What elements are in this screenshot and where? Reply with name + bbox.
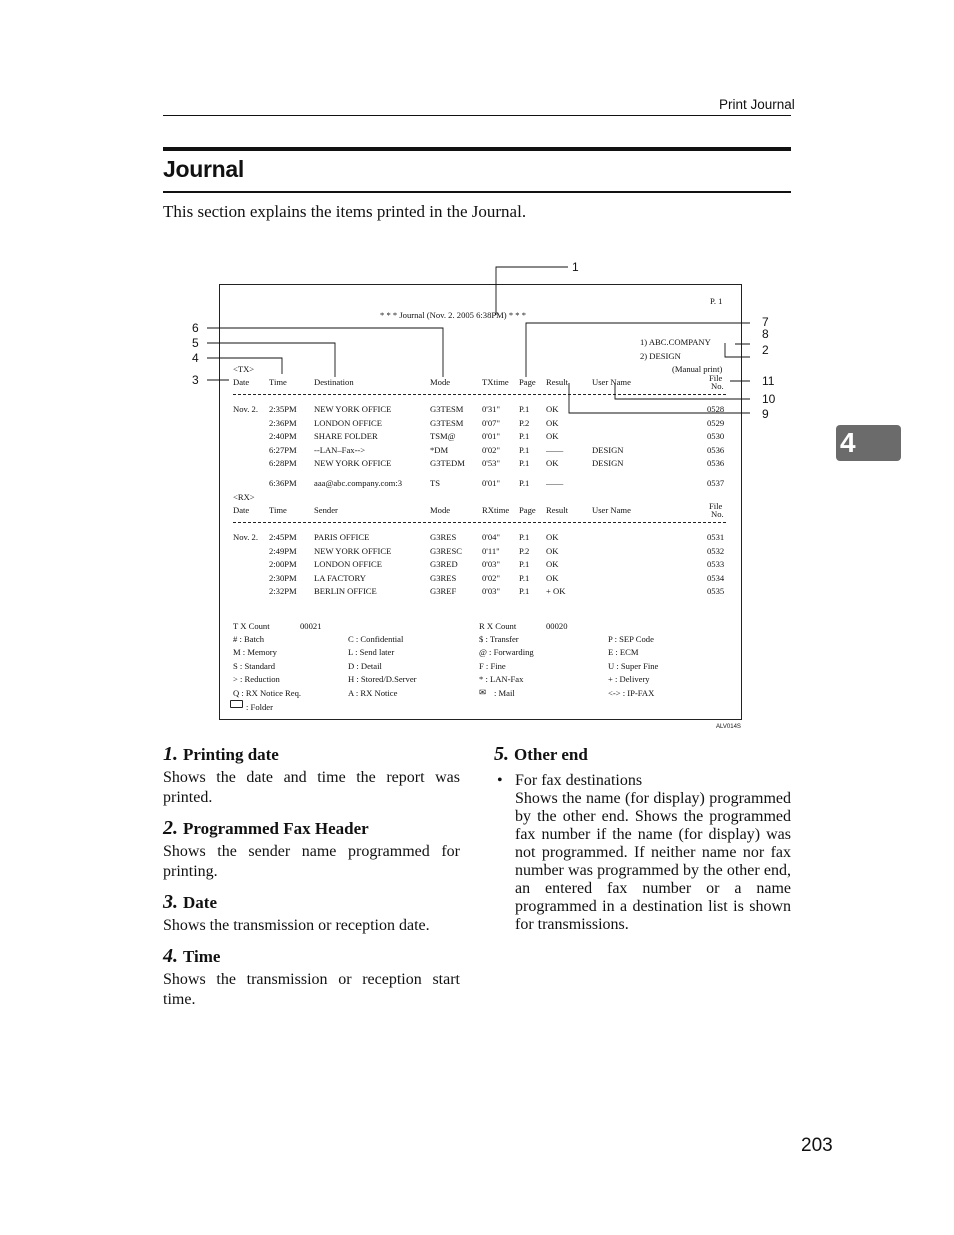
- item-1-heading: [163, 743, 460, 766]
- legend-2-0: S : Standard: [233, 661, 276, 671]
- tx-label: <TX>: [233, 364, 255, 374]
- tx-row-2-c1: 2:40PM: [269, 431, 297, 441]
- rx-row-4-c3: G3REF: [430, 586, 457, 596]
- rx-row-3-c6: OK: [546, 573, 559, 583]
- rx-col-no: No.: [711, 509, 724, 519]
- tx-row-0-file: 0528: [707, 404, 725, 414]
- rx-col-1: Time: [269, 505, 287, 515]
- rx-col-7: User Name: [592, 505, 631, 515]
- rx-row-3-c1: 2:30PM: [269, 573, 297, 583]
- legend-4-3: <-> : IP-FAX: [608, 688, 655, 698]
- tx-row-2-c6: OK: [546, 431, 559, 441]
- tx-col-file: File: [709, 373, 723, 383]
- item-3-number: 3.: [163, 891, 178, 913]
- tx-count: 00021: [300, 621, 322, 631]
- callout-9: 9: [762, 407, 769, 421]
- page-number: 203: [801, 1135, 833, 1156]
- rx-row-0-c2: PARIS OFFICE: [314, 532, 370, 542]
- item-2-title: Programmed Fax Header: [183, 819, 369, 838]
- item-4-title: Time: [183, 947, 221, 966]
- tx-row-0-c5: P.1: [519, 404, 530, 414]
- legend-2-1: D : Detail: [348, 661, 382, 671]
- tx-row-4-c6: OK: [546, 458, 559, 468]
- callout-leaders: [190, 258, 750, 736]
- legend-1-3: E : ECM: [608, 647, 639, 657]
- tx-row-3-c5: P.1: [519, 445, 530, 455]
- rx-row-3-file: 0534: [707, 573, 725, 583]
- tx-row-1-c3: G3TESM: [430, 418, 464, 428]
- rx-row-1-c2: NEW YORK OFFICE: [314, 546, 392, 556]
- rx-row-1-c3: G3RESC: [430, 546, 462, 556]
- tx-row-4-c7: DESIGN: [592, 458, 624, 468]
- callout-5: 5: [192, 336, 199, 350]
- rx-col-2: Sender: [314, 505, 338, 515]
- legend-3-0: > : Reduction: [233, 674, 280, 684]
- tx-col-1: Time: [269, 377, 287, 387]
- mail-icon: ✉: [479, 687, 487, 697]
- tx-row-0-c4: 0'31": [482, 404, 500, 414]
- rx-col-5: Page: [519, 505, 536, 515]
- tx-row-0-c0: Nov. 2.: [233, 404, 258, 414]
- tx-col-5: Page: [519, 377, 536, 387]
- tx-row-1-c1: 2:36PM: [269, 418, 297, 428]
- tx-row-4-file: 0536: [707, 458, 725, 468]
- rx-col-4: RXtime: [482, 505, 510, 515]
- rx-row-1-c1: 2:49PM: [269, 546, 297, 556]
- tx-row-5-c1: 6:36PM: [269, 478, 297, 488]
- rx-row-3-c4: 0'02": [482, 573, 500, 583]
- legend-1-1: L : Send later: [348, 647, 395, 657]
- tx-col-2: Destination: [314, 377, 354, 387]
- callout-3: 3: [192, 373, 199, 387]
- report-page-label: P. 1: [710, 296, 723, 306]
- callout-2: 2: [762, 343, 769, 357]
- tx-row-5-c6: ——: [546, 478, 564, 488]
- section-rule: [163, 191, 791, 193]
- rx-col-6: Result: [546, 505, 568, 515]
- tx-row-2-c2: SHARE FOLDER: [314, 431, 378, 441]
- legend-3-1: H : Stored/D.Server: [348, 674, 417, 684]
- running-header: Print Journal: [719, 97, 795, 112]
- report-header-line-2: 2) DESIGN: [640, 351, 681, 361]
- legend-1-2: @ : Forwarding: [479, 647, 534, 657]
- tx-row-0-c1: 2:35PM: [269, 404, 297, 414]
- rx-row-0-c1: 2:45PM: [269, 532, 297, 542]
- callout-4: 4: [192, 351, 199, 365]
- tx-row-3-c7: DESIGN: [592, 445, 624, 455]
- item-4-heading: [163, 945, 460, 968]
- item-5-heading: [494, 743, 791, 766]
- journal-figure: [190, 258, 776, 736]
- legend-5-0: : Folder: [246, 702, 273, 712]
- tx-row-4-c3: G3TEDM: [430, 458, 465, 468]
- rx-row-4-c2: BERLIN OFFICE: [314, 586, 377, 596]
- tx-row-1-c4: 0'07": [482, 418, 500, 428]
- tx-row-1-file: 0529: [707, 418, 725, 428]
- item-2-body: Shows the sender name programmed for printing.: [163, 843, 460, 880]
- tx-row-5-c3: TS: [430, 478, 441, 488]
- tx-row-4-c5: P.1: [519, 458, 530, 468]
- rx-row-2-c5: P.1: [519, 559, 530, 569]
- callout-1: 1: [572, 260, 579, 274]
- tx-row-3-c2: --LAN–Fax-->: [314, 445, 366, 455]
- tx-row-5-c2: aaa@abc.company.com:3: [314, 478, 403, 488]
- tx-count-label: T X Count: [233, 621, 270, 631]
- tx-col-3: Mode: [430, 377, 451, 387]
- callout-6: 6: [192, 321, 199, 335]
- report-header-line-1: 1) ABC.COMPANY: [640, 337, 711, 347]
- rx-count: 00020: [546, 621, 568, 631]
- tx-row-2-c3: TSM@: [430, 431, 456, 441]
- rx-label: <RX>: [233, 492, 255, 502]
- legend-0-3: P : SEP Code: [608, 634, 654, 644]
- tx-row-1-c6: OK: [546, 418, 559, 428]
- rx-row-1-c5: P.2: [519, 546, 530, 556]
- tx-row-2-c5: P.1: [519, 431, 530, 441]
- rx-row-2-c1: 2:00PM: [269, 559, 297, 569]
- tx-row-3-c4: 0'02": [482, 445, 500, 455]
- rx-row-2-c2: LONDON OFFICE: [314, 559, 383, 569]
- tx-col-6: Result: [546, 377, 568, 387]
- item-1-body: Shows the date and time the report was printed.: [163, 769, 460, 806]
- tx-row-2-file: 0530: [707, 431, 725, 441]
- section-rule-thick: [163, 147, 791, 151]
- rx-row-0-file: 0531: [707, 532, 725, 542]
- item-5-body: Shows the name (for display) programmed by the other end. Shows the programmed fax number if the name (for display) was not programmed. If neither name nor fax number was programmed by the other end, an entered fax number or a name programmed in a destination list is shown for transmissions.: [515, 790, 791, 933]
- tx-row-2-c4: 0'01": [482, 431, 500, 441]
- rx-row-0-c6: OK: [546, 532, 559, 542]
- legend-3-3: + : Delivery: [608, 674, 650, 684]
- item-3-title: Date: [183, 893, 217, 912]
- callout-11: 11: [762, 374, 775, 388]
- legend-2-3: U : Super Fine: [608, 661, 659, 671]
- rx-col-0: Date: [233, 505, 250, 515]
- rx-row-3-c3: G3RES: [430, 573, 457, 583]
- report-manual-print: (Manual print): [672, 364, 723, 374]
- tx-col-7: User Name: [592, 377, 631, 387]
- section-title: Journal: [163, 156, 244, 182]
- legend-0-2: $ : Transfer: [479, 634, 519, 644]
- item-5-number: 5.: [494, 743, 509, 765]
- header-rule: [163, 115, 791, 116]
- item-2-heading: [163, 817, 460, 840]
- rx-row-4-c5: P.1: [519, 586, 530, 596]
- item-3-heading: [163, 891, 460, 914]
- tx-row-4-c1: 6:28PM: [269, 458, 297, 468]
- items-left-column: [163, 743, 460, 1019]
- rx-row-0-c4: 0'04": [482, 532, 500, 542]
- legend-1-0: M : Memory: [233, 647, 277, 657]
- tx-row-1-c5: P.2: [519, 418, 530, 428]
- rx-row-0-c3: G3RES: [430, 532, 457, 542]
- callout-8: 8: [762, 327, 769, 341]
- item-1-number: 1.: [163, 743, 178, 765]
- legend-0-1: C : Confidential: [348, 634, 404, 644]
- rx-row-4-c6: + OK: [546, 586, 566, 596]
- rx-row-1-c4: 0'11": [482, 546, 500, 556]
- figure-id: ALV014S: [716, 724, 741, 730]
- tx-row-3-c1: 6:27PM: [269, 445, 297, 455]
- bullet-dot: •: [497, 772, 503, 789]
- callout-7: 7: [762, 315, 769, 329]
- tx-row-3-c6: ——: [546, 445, 564, 455]
- item-5-bullet-text: For fax destinations: [515, 772, 643, 789]
- item-5-bullet: [494, 772, 791, 790]
- tx-row-5-c5: P.1: [519, 478, 530, 488]
- tx-row-0-c6: OK: [546, 404, 559, 414]
- rx-row-4-file: 0535: [707, 586, 725, 596]
- item-4-body: Shows the transmission or reception start time.: [163, 971, 460, 1008]
- rx-row-0-c5: P.1: [519, 532, 530, 542]
- legend-0-0: # : Batch: [233, 634, 265, 644]
- section-intro: This section explains the items printed in the Journal.: [163, 202, 527, 221]
- tx-row-4-c2: NEW YORK OFFICE: [314, 458, 392, 468]
- rx-row-3-c5: P.1: [519, 573, 530, 583]
- rx-row-4-c4: 0'03": [482, 586, 500, 596]
- tx-col-4: TXtime: [482, 377, 509, 387]
- item-1-title: Printing date: [183, 745, 279, 764]
- rx-count-label: R X Count: [479, 621, 517, 631]
- tx-row-4-c4: 0'53": [482, 458, 500, 468]
- report-title: * * * Journal (Nov. 2. 2005 6:38PM) * * *: [380, 310, 527, 320]
- rx-row-1-file: 0532: [707, 546, 725, 556]
- rx-row-4-c1: 2:32PM: [269, 586, 297, 596]
- tx-row-5-c4: 0'01": [482, 478, 500, 488]
- item-4-number: 4.: [163, 945, 178, 967]
- item-5-title: Other end: [514, 745, 588, 764]
- legend-2-2: F : Fine: [479, 661, 506, 671]
- rx-row-2-file: 0533: [707, 559, 725, 569]
- rx-row-2-c4: 0'03": [482, 559, 500, 569]
- rx-row-1-c6: OK: [546, 546, 559, 556]
- rx-row-2-c3: G3RED: [430, 559, 458, 569]
- rx-row-3-c2: LA FACTORY: [314, 573, 366, 583]
- tx-row-3-file: 0536: [707, 445, 725, 455]
- chapter-tab[interactable]: 4: [836, 425, 901, 461]
- tx-row-1-c2: LONDON OFFICE: [314, 418, 383, 428]
- tx-col-no: No.: [711, 381, 724, 391]
- tx-row-0-c2: NEW YORK OFFICE: [314, 404, 392, 414]
- legend-4-1: A : RX Notice: [348, 688, 398, 698]
- legend-4-2: : Mail: [494, 688, 515, 698]
- callout-10: 10: [762, 392, 776, 406]
- rx-col-file: File: [709, 501, 723, 511]
- legend-4-0: Q : RX Notice Req.: [233, 688, 302, 698]
- rx-col-3: Mode: [430, 505, 451, 515]
- items-right-column: [494, 743, 791, 934]
- tx-row-0-c3: G3TESM: [430, 404, 464, 414]
- tx-row-3-c3: *DM: [430, 445, 449, 455]
- item-2-number: 2.: [163, 817, 178, 839]
- tx-col-0: Date: [233, 377, 250, 387]
- rx-row-0-c0: Nov. 2.: [233, 532, 258, 542]
- legend-3-2: * : LAN-Fax: [479, 674, 524, 684]
- rx-row-2-c6: OK: [546, 559, 559, 569]
- tx-row-5-file: 0537: [707, 478, 725, 488]
- item-3-body: Shows the transmission or reception date.: [163, 917, 430, 934]
